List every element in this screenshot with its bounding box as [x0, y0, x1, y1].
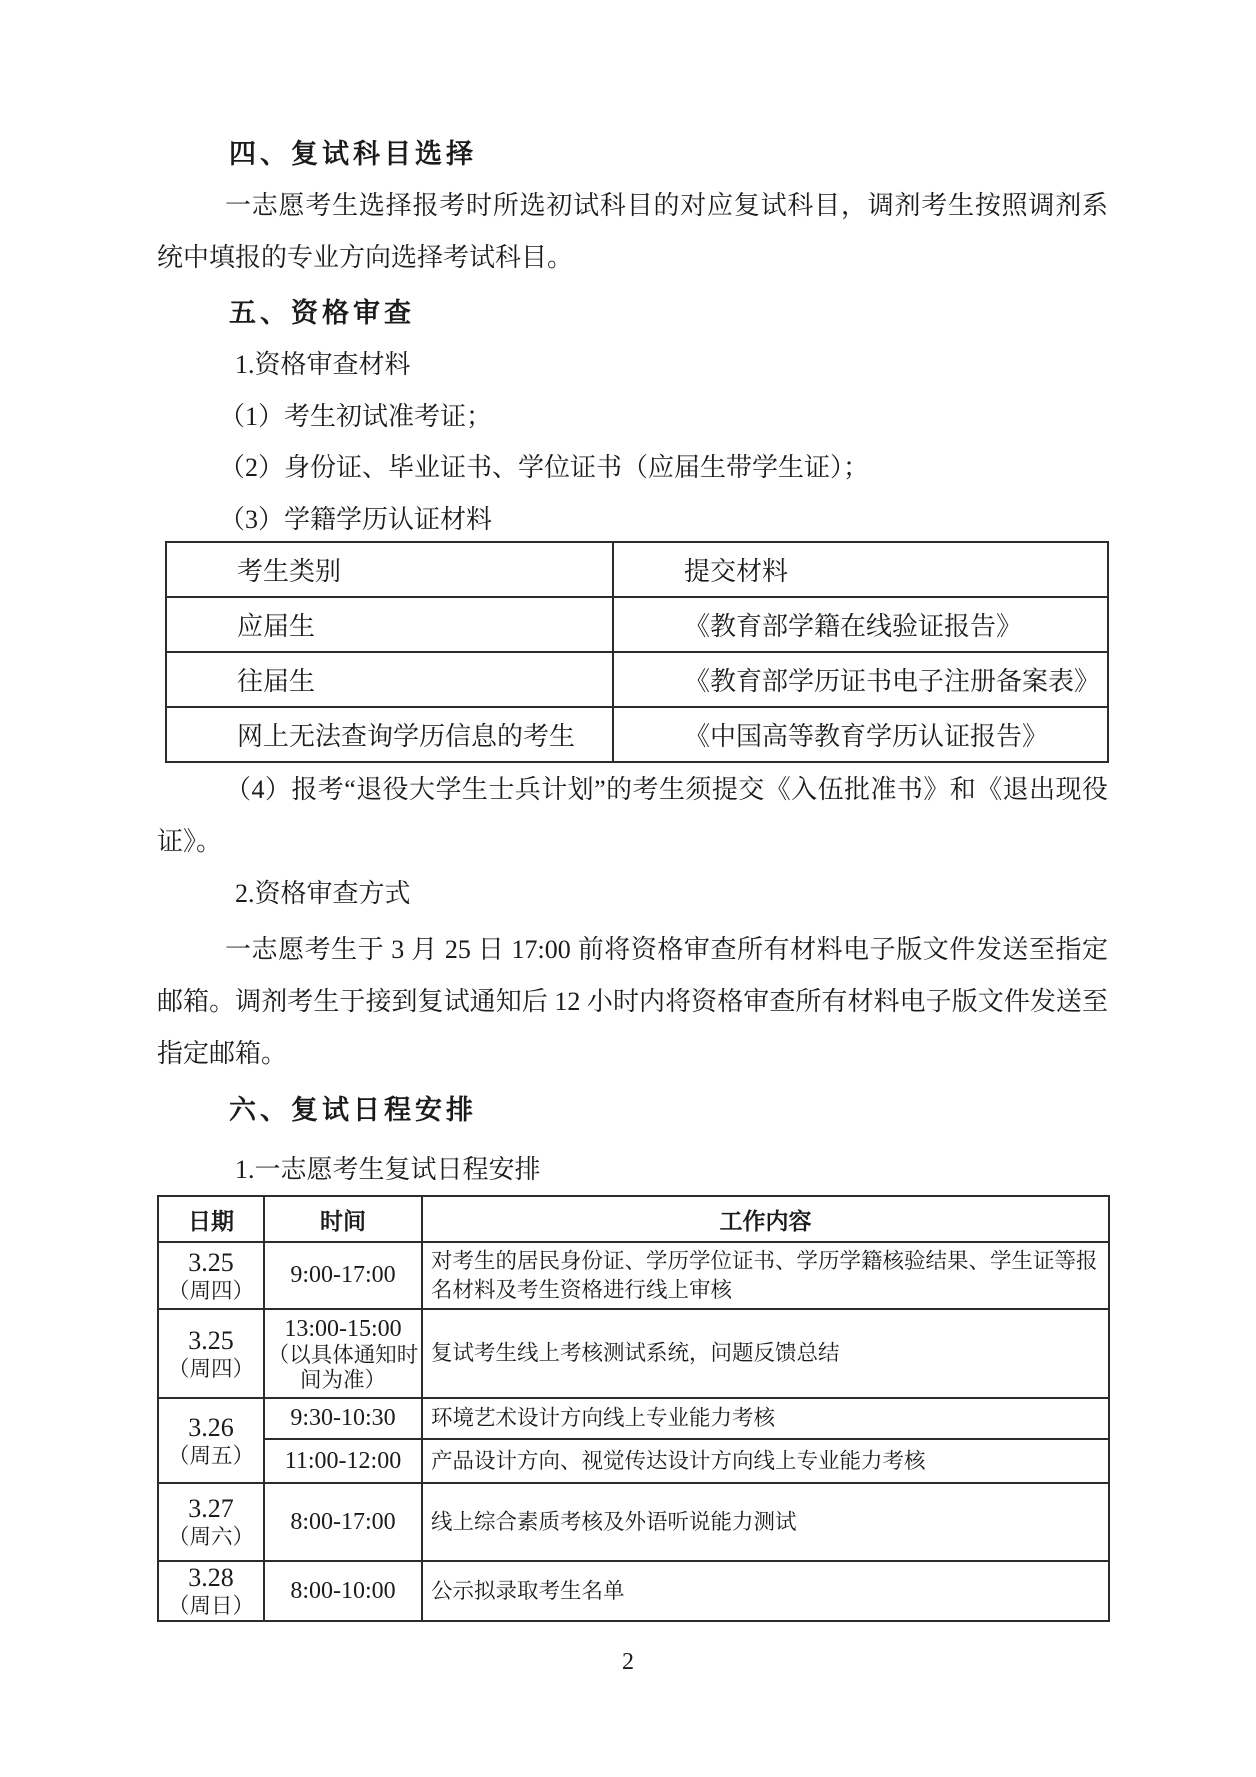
date-value: 3.25 — [188, 1247, 234, 1277]
content-cell: 对考生的居民身份证、学历学位证书、学历学籍核验结果、学生证等报名材料及考生资格进行线上审核 — [422, 1242, 1109, 1309]
time-cell: 9:00-17:00 — [264, 1242, 422, 1309]
category-cell: 应届生 — [166, 597, 613, 652]
time-cell: 8:00-10:00 — [264, 1561, 422, 1621]
weekday-value: （周四） — [167, 1278, 254, 1303]
date-cell — [158, 1242, 264, 1309]
schedule-row — [158, 1439, 1109, 1483]
date-cell — [158, 1561, 264, 1621]
qualification-item-2: （2）身份证、毕业证书、学位证书（应届生带学生证）； — [219, 453, 870, 482]
date-cell — [158, 1483, 264, 1561]
time-header-cell: 时间 — [264, 1196, 422, 1242]
page-number: 2 — [622, 1649, 634, 1675]
qualification-method-title: 2.资格审查方式 — [235, 879, 411, 908]
date-value: 3.26 — [188, 1412, 234, 1442]
section-five-heading: 五、资格审查 — [229, 298, 415, 328]
content-cell: 公示拟录取考生名单 — [422, 1561, 1109, 1621]
weekday-value: （周五） — [167, 1443, 254, 1468]
schedule-row — [158, 1309, 1109, 1398]
time-cell — [264, 1309, 422, 1398]
content-header-cell: 工作内容 — [422, 1196, 1109, 1242]
date-cell — [158, 1398, 264, 1483]
materials-table-row — [166, 597, 1108, 652]
qualification-method-paragraph: 一志愿考生于 3 月 25 日 17:00 前将资格审查所有材料电子版文件发送至指定邮箱。调剂考生于接到复试通知后 12 小时内将资格审查所有材料电子版文件发送至指定邮箱。 — [157, 935, 1108, 1068]
section-six-heading: 六、复试日程安排 — [229, 1095, 477, 1125]
section-four-paragraph: 一志愿考生选择报考时所选初试科目的对应复试科目，调剂考生按照调剂系统中填报的专业方向选择考试科目。 — [157, 191, 1108, 272]
time-value: 13:00-15:00 — [284, 1315, 402, 1342]
material-cell: 《中国高等教育学历认证报告》 — [613, 707, 1108, 762]
schedule-table — [157, 1195, 1110, 1622]
schedule-header-row — [158, 1196, 1109, 1242]
material-cell: 《教育部学历证书电子注册备案表》 — [613, 652, 1108, 707]
materials-table-row — [166, 707, 1108, 762]
qualification-materials-title: 1.资格审查材料 — [235, 350, 411, 379]
material-cell: 《教育部学籍在线验证报告》 — [613, 597, 1108, 652]
content-cell: 环境艺术设计方向线上专业能力考核 — [422, 1398, 1109, 1439]
materials-table — [165, 541, 1109, 763]
date-header-cell: 日期 — [158, 1196, 264, 1242]
material-header-cell: 提交材料 — [613, 542, 1108, 597]
soldier-plan-item: （4）报考“退役大学生士兵计划”的考生须提交《入伍批准书》和《退出现役证》。 — [157, 775, 1108, 856]
time-cell: 8:00-17:00 — [264, 1483, 422, 1561]
category-cell: 往届生 — [166, 652, 613, 707]
time-cell: 9:30-10:30 — [264, 1398, 422, 1439]
schedule-row — [158, 1483, 1109, 1561]
schedule-row — [158, 1242, 1109, 1309]
materials-table-header-row — [166, 542, 1108, 597]
time-note: （以具体通知时间为准） — [267, 1342, 419, 1392]
date-value: 3.28 — [188, 1563, 234, 1592]
weekday-value: （周四） — [167, 1356, 254, 1381]
time-cell: 11:00-12:00 — [264, 1439, 422, 1483]
materials-table-row — [166, 652, 1108, 707]
qualification-item-3: （3）学籍学历认证材料 — [219, 505, 493, 534]
section-four-heading: 四、复试科目选择 — [229, 139, 477, 169]
schedule-row — [158, 1561, 1109, 1621]
weekday-value: （周日） — [167, 1594, 254, 1618]
schedule-title: 1.一志愿考生复试日程安排 — [235, 1155, 541, 1184]
category-header-cell: 考生类别 — [166, 542, 613, 597]
category-cell: 网上无法查询学历信息的考生 — [166, 707, 613, 762]
content-cell: 线上综合素质考核及外语听说能力测试 — [422, 1483, 1109, 1561]
date-value: 3.27 — [188, 1494, 234, 1523]
weekday-value: （周六） — [167, 1525, 254, 1549]
schedule-row — [158, 1398, 1109, 1439]
qualification-item-1: （1）考生初试准考证； — [219, 402, 493, 431]
date-cell — [158, 1309, 264, 1398]
date-value: 3.25 — [188, 1325, 234, 1355]
content-cell: 复试考生线上考核测试系统，问题反馈总结 — [422, 1309, 1109, 1398]
content-cell: 产品设计方向、视觉传达设计方向线上专业能力考核 — [422, 1439, 1109, 1483]
